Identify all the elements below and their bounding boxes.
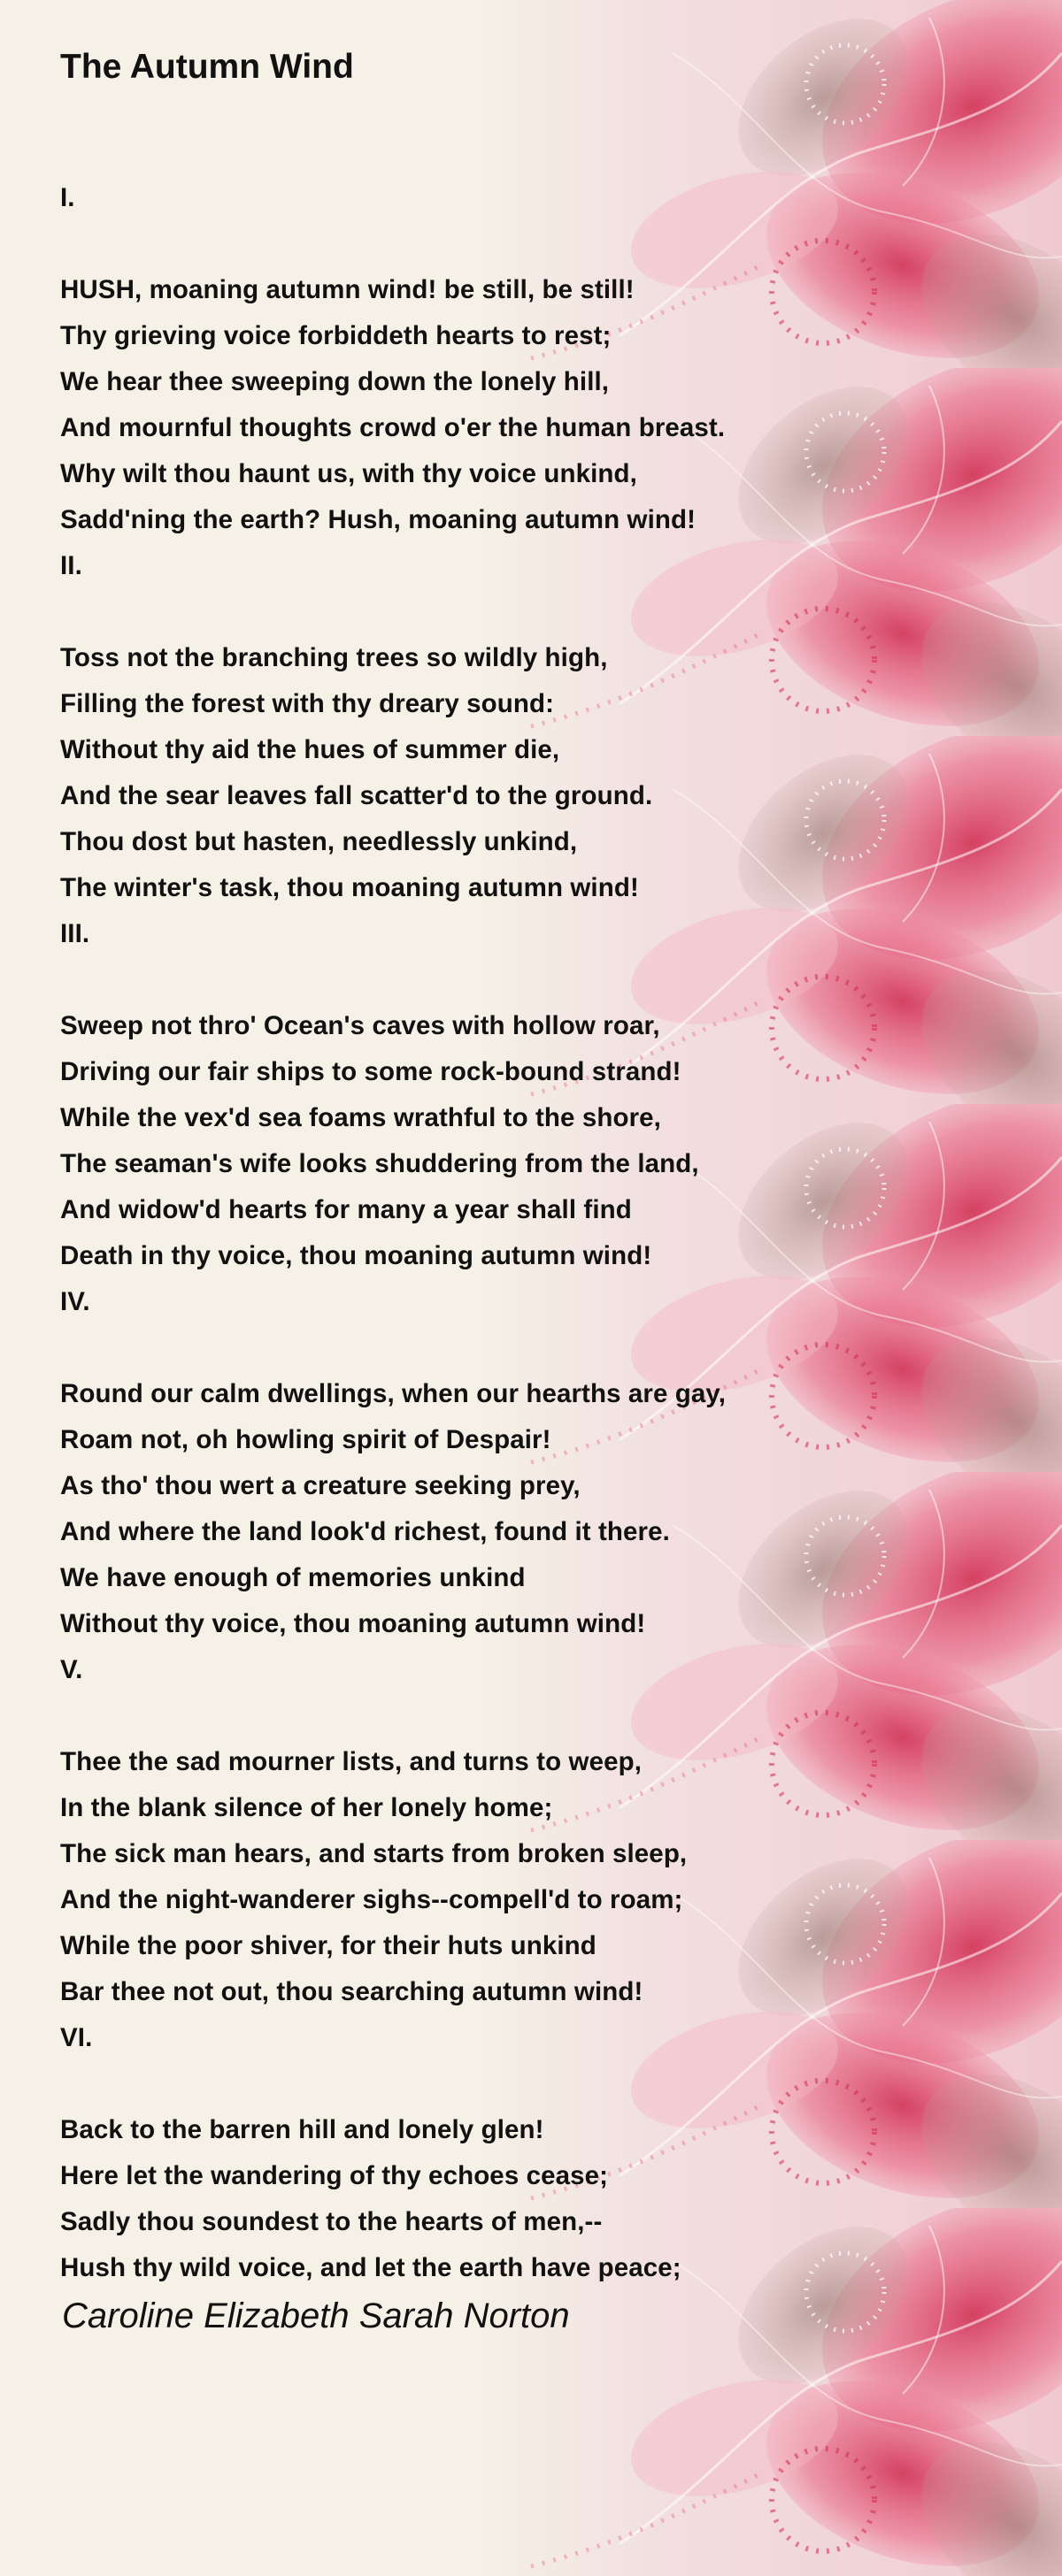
poem-line: The sick man hears, and starts from broken sleep,	[60, 1839, 688, 1868]
stanza-number: III.	[60, 919, 90, 948]
poem-line: Thee the sad mourner lists, and turns to weep,	[60, 1747, 642, 1776]
poem-line: As tho' thou wert a creature seeking prey,	[60, 1471, 581, 1500]
poem-lines	[60, 175, 945, 2291]
poem-title: The Autumn Wind	[60, 48, 354, 86]
poem-line: Sadly thou soundest to the hearts of men,--	[60, 2207, 603, 2236]
poem-line: We have enough of memories unkind	[60, 1563, 526, 1592]
poem-line: Back to the barren hill and lonely glen!	[60, 2115, 544, 2144]
poem-line: The seaman's wife looks shuddering from the land,	[60, 1149, 699, 1178]
stanza-gap	[60, 2061, 945, 2107]
poem-line: Roam not, oh howling spirit of Despair!	[60, 1425, 551, 1454]
poem-line: Without thy aid the hues of summer die,	[60, 735, 560, 764]
stanza-number: VI.	[60, 2023, 93, 2052]
poem-line: Driving our fair ships to some rock-bound strand!	[60, 1057, 681, 1086]
poem-line: While the poor shiver, for their huts unkind	[60, 1931, 596, 1960]
poem-line: And the night-wanderer sighs--compell'd to roam;	[60, 1885, 683, 1914]
poem-line: And the sear leaves fall scatter'd to the ground.	[60, 781, 653, 810]
stanza-gap	[60, 957, 945, 1003]
stanza-gap	[60, 221, 945, 267]
poem-line: Bar thee not out, thou searching autumn wind!	[60, 1977, 643, 2006]
poem-line: Why wilt thou haunt us, with thy voice unkind,	[60, 459, 637, 488]
poem-line: Filling the forest with thy dreary sound:	[60, 689, 555, 718]
poem-line: HUSH, moaning autumn wind! be still, be still!	[60, 275, 635, 304]
poem-line: Sadd'ning the earth? Hush, moaning autumn wind!	[60, 505, 696, 534]
poem-line: Thou dost but hasten, needlessly unkind,	[60, 827, 578, 856]
poem-line: Death in thy voice, thou moaning autumn wind!	[60, 1241, 652, 1270]
stanza-number: V.	[60, 1655, 83, 1684]
stanza-gap	[60, 589, 945, 635]
poem-line: And widow'd hearts for many a year shall find	[60, 1195, 632, 1224]
poem-line: Toss not the branching trees so wildly high,	[60, 643, 608, 672]
poem-line: While the vex'd sea foams wrathful to the shore,	[60, 1103, 661, 1132]
poem-line: Thy grieving voice forbiddeth hearts to rest;	[60, 321, 612, 350]
poem-body	[60, 44, 945, 2291]
poem-line: And mournful thoughts crowd o'er the human breast.	[60, 413, 726, 442]
stanza-number: I.	[60, 183, 75, 212]
poem-line: Here let the wandering of thy echoes cease;	[60, 2161, 609, 2190]
poem-line: In the blank silence of her lonely home;	[60, 1793, 553, 1822]
poem-line: And where the land look'd richest, found it there.	[60, 1517, 670, 1546]
stanza-gap	[60, 1325, 945, 1371]
poem-author: Caroline Elizabeth Sarah Norton	[62, 2296, 570, 2335]
stanza-gap	[60, 1693, 945, 1739]
poem-line: We hear thee sweeping down the lonely hill,	[60, 367, 610, 396]
stanza-number: II.	[60, 551, 82, 580]
poem-line: Round our calm dwellings, when our hearths are gay,	[60, 1379, 727, 1408]
stanza-number: IV.	[60, 1287, 90, 1316]
poem-line: Hush thy wild voice, and let the earth have peace;	[60, 2253, 681, 2282]
poem-line: Sweep not thro' Ocean's caves with hollow roar,	[60, 1011, 660, 1040]
poem-line: Without thy voice, thou moaning autumn wind!	[60, 1609, 646, 1638]
poem-line: The winter's task, thou moaning autumn wind!	[60, 873, 639, 902]
